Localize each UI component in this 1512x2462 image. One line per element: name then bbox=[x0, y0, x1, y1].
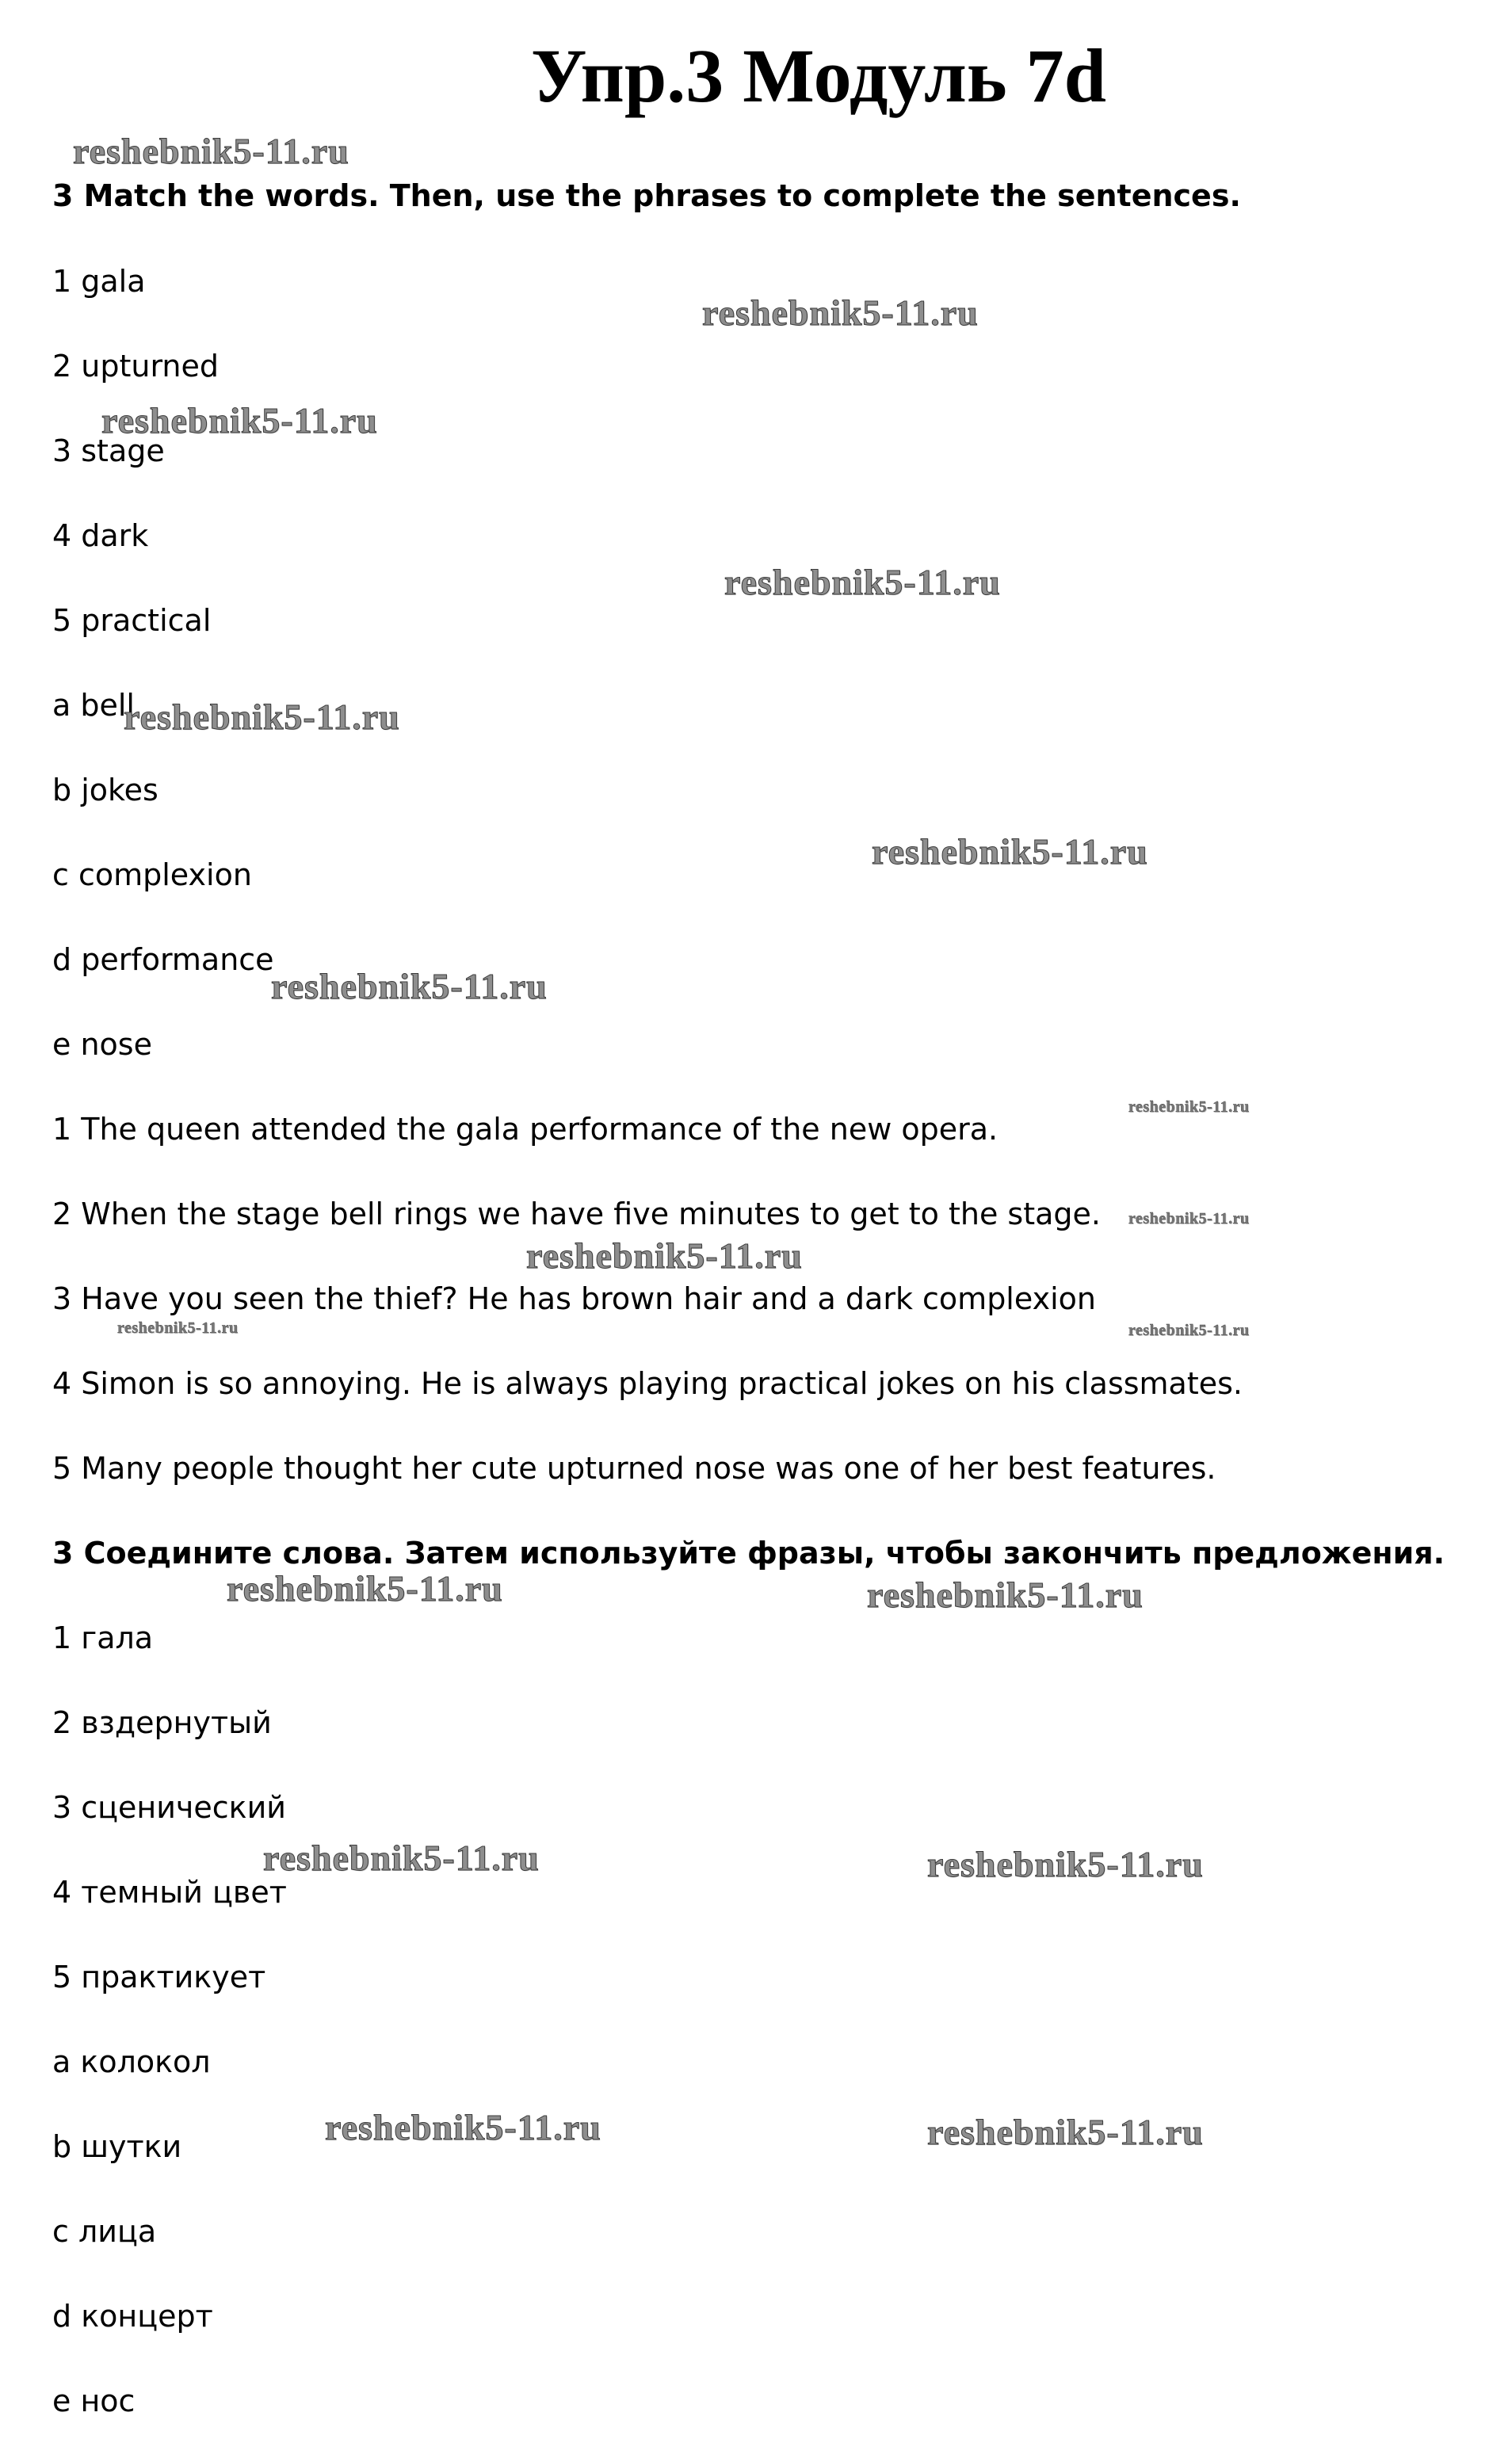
list-item: e нос bbox=[52, 2384, 136, 2418]
watermark: reshebnik5-11.ru bbox=[526, 1235, 803, 1276]
watermark: reshebnik5-11.ru bbox=[927, 1844, 1204, 1884]
sentence: 3 Have you seen the thief? He has brown hair and a dark complexion bbox=[52, 1281, 1096, 1316]
list-item: a bell bbox=[52, 688, 135, 723]
watermark: reshebnik5-11.ru bbox=[1128, 1098, 1250, 1116]
watermark: reshebnik5-11.ru bbox=[263, 1838, 540, 1878]
sentence: 2 When the stage bell rings we have five minutes to get to the stage. bbox=[52, 1197, 1101, 1231]
sentence: 4 Simon is so annoying. He is always playing practical jokes on his classmates. bbox=[52, 1366, 1243, 1401]
list-item: 1 gala bbox=[52, 264, 146, 299]
watermark: reshebnik5-11.ru bbox=[73, 131, 349, 171]
list-item: 3 сценический bbox=[52, 1790, 287, 1825]
watermark: reshebnik5-11.ru bbox=[227, 1568, 503, 1609]
list-item: 4 темный цвет bbox=[52, 1875, 287, 1910]
watermark: reshebnik5-11.ru bbox=[867, 1575, 1144, 1615]
list-item: b jokes bbox=[52, 773, 158, 807]
list-item: 5 practical bbox=[52, 603, 212, 638]
list-item: c лица bbox=[52, 2214, 157, 2249]
watermark: reshebnik5-11.ru bbox=[872, 831, 1148, 872]
exercise-heading-russian: 3 Соедините слова. Затем используйте фразы, чтобы закончить предложения. bbox=[52, 1536, 1445, 1571]
watermark: reshebnik5-11.ru bbox=[117, 1319, 239, 1337]
watermark: reshebnik5-11.ru bbox=[271, 966, 548, 1006]
watermark: reshebnik5-11.ru bbox=[702, 292, 979, 333]
page-title: Упр.3 Модуль 7d bbox=[531, 33, 1107, 118]
list-item: a колокол bbox=[52, 2044, 211, 2079]
watermark: reshebnik5-11.ru bbox=[1128, 1210, 1250, 1227]
list-item: 5 практикует bbox=[52, 1960, 266, 1994]
watermark: reshebnik5-11.ru bbox=[325, 2107, 601, 2147]
watermark: reshebnik5-11.ru bbox=[124, 697, 400, 737]
list-item: b шутки bbox=[52, 2129, 182, 2164]
list-item: 1 гала bbox=[52, 1620, 154, 1655]
watermark: reshebnik5-11.ru bbox=[101, 400, 378, 441]
list-item: 4 dark bbox=[52, 518, 149, 553]
list-item: e nose bbox=[52, 1027, 152, 1062]
list-item: 2 upturned bbox=[52, 349, 219, 384]
watermark: reshebnik5-11.ru bbox=[927, 2112, 1204, 2152]
watermark: reshebnik5-11.ru bbox=[1128, 1322, 1250, 1339]
list-item: d концерт bbox=[52, 2299, 213, 2334]
list-item: d performance bbox=[52, 942, 274, 977]
exercise-heading-english: 3 Match the words. Then, use the phrases to complete the sentences. bbox=[52, 178, 1241, 213]
list-item: 2 вздернутый bbox=[52, 1705, 272, 1740]
sentence: 5 Many people thought her cute upturned nose was one of her best features. bbox=[52, 1451, 1216, 1486]
watermark: reshebnik5-11.ru bbox=[724, 562, 1001, 602]
sentence: 1 The queen attended the gala performance of the new opera. bbox=[52, 1112, 998, 1147]
list-item: 3 stage bbox=[52, 433, 165, 468]
list-item: c complexion bbox=[52, 857, 252, 892]
